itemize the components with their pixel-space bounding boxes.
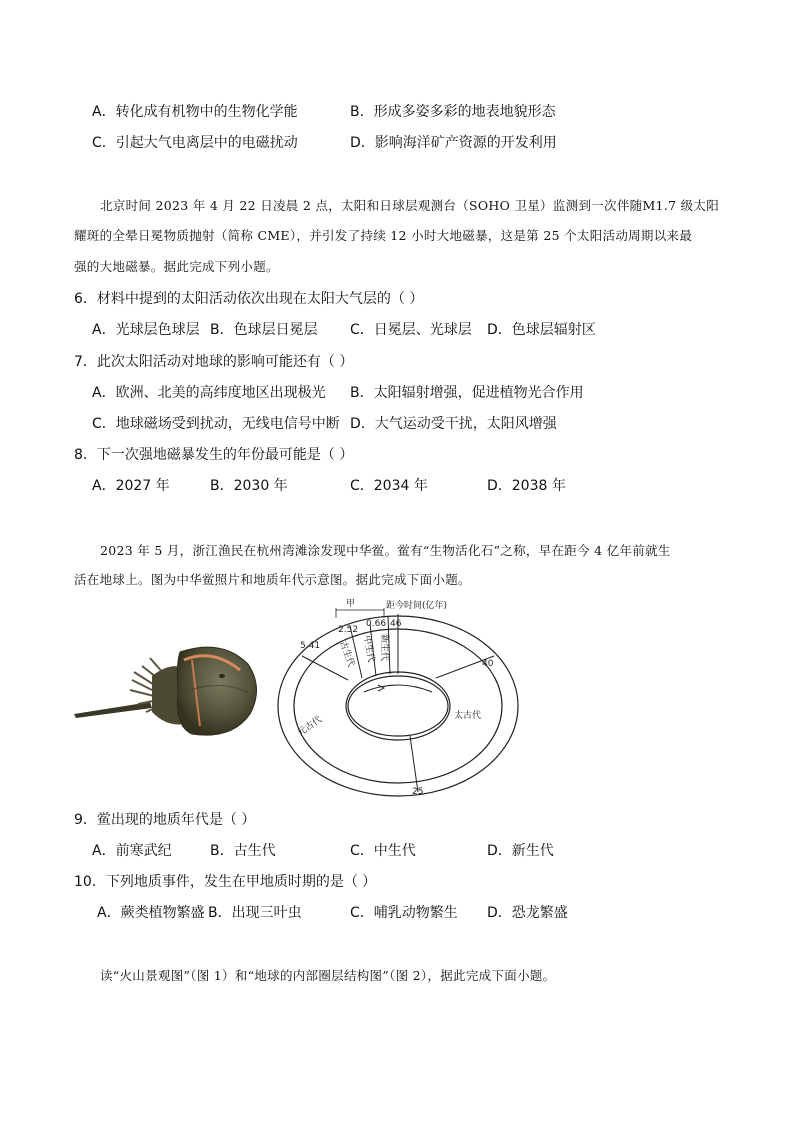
q7-stem: 7．此次太阳活动对地球的影响可能还有（ ） [74, 354, 354, 370]
q10-option-d: D．恐龙繁盛 [487, 905, 568, 921]
label-066: 0.66 [366, 619, 387, 629]
label-25: 25 [412, 787, 424, 797]
era-archean: 太古代 [454, 711, 482, 721]
q10-option-b: B．出现三叶虫 [208, 905, 302, 921]
passage1-line2: 耀斑的全晕日冕物质抛射（简称 CME），并引发了持续 12 小时大地磁暴，这是第 25 个太阳活动周期以来最 [74, 228, 693, 243]
q9-option-a: A．前寒武纪 [92, 843, 172, 859]
geologic-time-diagram [262, 596, 522, 800]
label-40: 40 [482, 659, 494, 669]
passage3-line1: 读“火山景观图”（图 1）和“地球的内部圈层结构图”（图 2），据此完成下面小题。 [100, 968, 556, 983]
q9-option-d: D．新生代 [487, 843, 554, 859]
q7-option-a: A．欧洲、北美的高纬度地区出现极光 [92, 385, 326, 401]
q8-option-b: B．2030 年 [210, 478, 288, 494]
q8-stem: 8．下一次强地磁暴发生的年份最可能是（ ） [74, 447, 354, 463]
q10-option-c: C．哺乳动物繁生 [350, 905, 458, 921]
era-cenozoic: 新生代 [379, 634, 389, 662]
q8-option-a: A．2027 年 [92, 478, 170, 494]
q7-option-d: D．大气运动受干扰，太阳风增强 [350, 416, 557, 432]
label-time-unit: 距今时间(亿年) [386, 601, 448, 611]
label-46: 46 [390, 619, 402, 629]
q9-option-c: C．中生代 [350, 843, 416, 859]
q5-option-a: A．转化成有机物中的生物化学能 [92, 104, 298, 120]
q6-option-b: B．色球层日冕层 [210, 322, 318, 338]
passage2-line2: 活在地球上。图为中华鲎照片和地质年代示意图。据此完成下面小题。 [74, 572, 471, 587]
q5-option-d: D．影响海洋矿产资源的开发利用 [350, 135, 557, 151]
q10-stem: 10．下列地质事件，发生在甲地质时期的是（ ） [74, 874, 377, 890]
passage1-line3: 强的大地磁暴。据此完成下列小题。 [74, 259, 279, 274]
label-jia: 甲 [346, 599, 356, 609]
core-ring [346, 672, 450, 740]
q7-option-c: C．地球磁场受到扰动，无线电信号中断 [92, 416, 340, 432]
q7-option-b: B．太阳辐射增强，促进植物光合作用 [350, 385, 584, 401]
q8-option-d: D．2038 年 [487, 478, 566, 494]
q6-option-a: A．光球层色球层 [92, 322, 200, 338]
era-proterozoic: 元古代 [295, 714, 324, 739]
label-252: 2.52 [338, 625, 359, 635]
era-paleozoic: 古生代 [337, 639, 356, 669]
label-541: 5.41 [300, 641, 321, 651]
q5-option-c: C．引起大气电离层中的电磁扰动 [92, 135, 298, 151]
rotation-arrow-icon [364, 685, 432, 692]
q8-option-c: C．2034 年 [350, 478, 428, 494]
era-mesozoic: 中生代 [361, 634, 376, 664]
q9-option-b: B．古生代 [210, 843, 276, 859]
q6-option-d: D．色球层辐射区 [487, 322, 596, 338]
q9-stem: 9．鲎出现的地质年代是（ ） [74, 812, 256, 828]
passage1-line1: 北京时间 2023 年 4 月 22 日凌晨 2 点，太阳和日球层观测台（SOHO 卫星）监测到一次伴随M1.7 级太阳 [100, 198, 719, 213]
q6-stem: 6．材料中提到的太阳活动依次出现在太阳大气层的（ ） [74, 291, 424, 307]
passage2-line1: 2023 年 5 月，浙江渔民在杭州湾滩涂发现中华鲎。鲎有“生物活化石”之称，早在距今 4 亿年前就生 [100, 543, 671, 558]
horseshoe-crab-photo [72, 630, 264, 750]
q5-option-b: B．形成多姿多彩的地表地貌形态 [350, 104, 556, 120]
q6-option-c: C．日冕层、光球层 [350, 322, 472, 338]
q10-option-a: A．蕨类植物繁盛 [97, 905, 205, 921]
